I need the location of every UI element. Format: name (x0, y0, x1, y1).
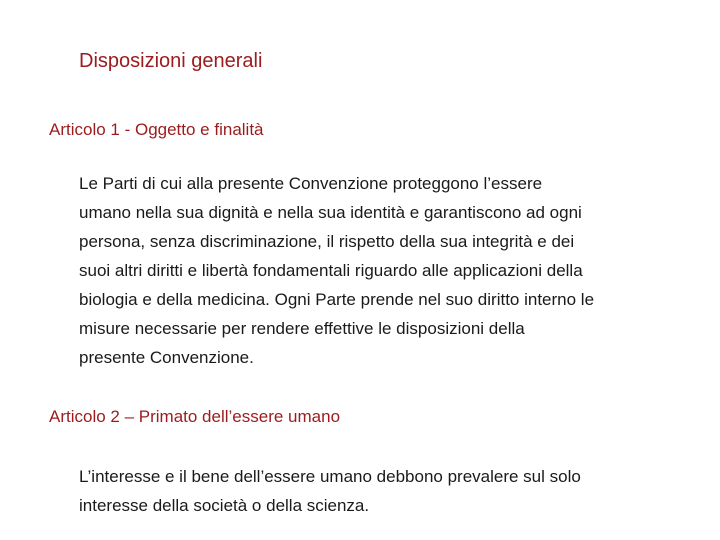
article-2-heading: Articolo 2 – Primato dell’essere umano (49, 407, 341, 426)
article-2-line: L’interesse e il bene dell’essere umano debbono prevalere sul solo (79, 467, 581, 486)
article-1-line: presente Convenzione. (79, 348, 254, 367)
article-1-line: persona, senza discriminazione, il rispetto della sua integrità e dei (79, 232, 575, 251)
article-1-line: suoi altri diritti e libertà fondamentali riguardo alle applicazioni della (79, 261, 583, 280)
article-1-body (79, 169, 699, 372)
article-1-line: Le Parti di cui alla presente Convenzione proteggono l’essere (79, 174, 543, 193)
page-title: Disposizioni generali (79, 50, 263, 72)
article-1-line: misure necessarie per rendere effettive le disposizioni della (79, 319, 525, 338)
article-2-line: interesse della società o della scienza. (79, 496, 370, 515)
article-1-heading: Articolo 1 - Oggetto e finalità (49, 120, 264, 139)
article-1-line: biologia e della medicina. Ogni Parte prende nel suo diritto interno le (79, 290, 595, 309)
article-2-body (79, 462, 699, 520)
article-1-line: umano nella sua dignità e nella sua identità e garantiscono ad ogni (79, 203, 582, 222)
